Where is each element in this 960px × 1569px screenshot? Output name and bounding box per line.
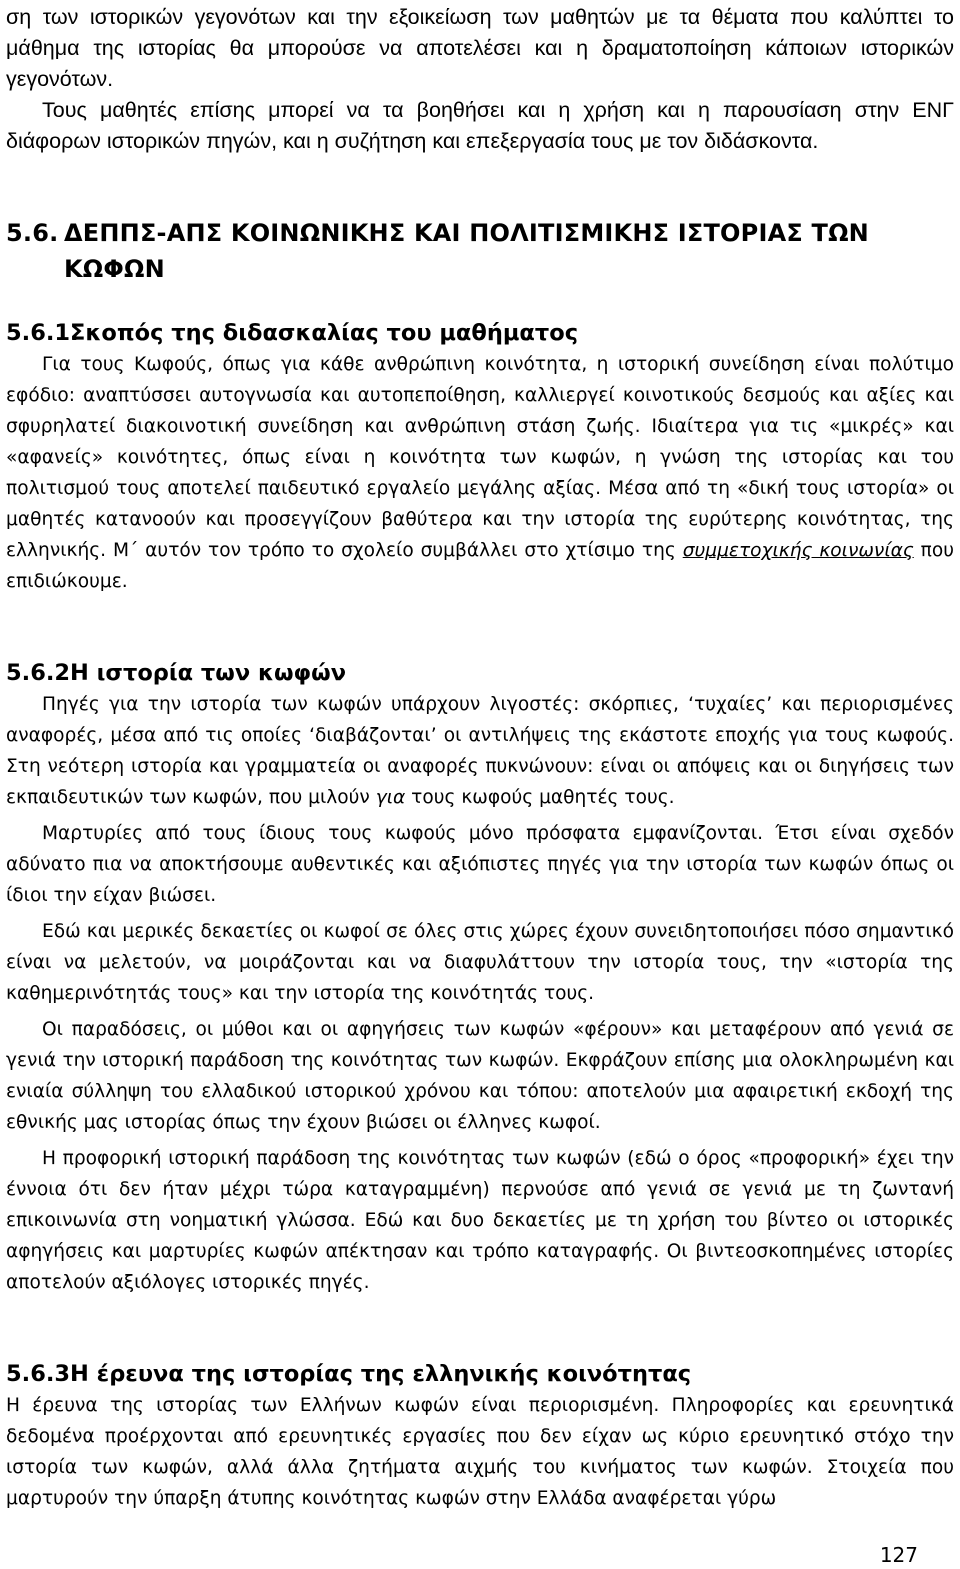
paragraph <box>6 349 954 597</box>
subsection-heading <box>6 657 954 689</box>
subsection-number: 5.6.2. <box>6 660 79 686</box>
section-number: 5.6. <box>6 219 59 247</box>
subsection-5-6-1 <box>6 317 954 597</box>
subsection-5-6-3 <box>6 1358 954 1514</box>
paragraph-text: Πηγές για την ιστορία των κωφών υπάρχουν λιγοστές: σκόρπιες, ‘τυχαίες’ και περιορισμένες αναφορές, μέσα από τις οποίες ‘διαβάζονται’ οι αντιλήψεις της εκάστοτε εποχής για τους κωφούς. Στη νεότερη ιστορία και γραμματεία οι αναφορές πυκνώνουν: είναι οι απόψεις και οι διηγήσεις των εκπαιδευτικών των κωφών, που μιλούν <box>6 694 954 808</box>
paragraph: Η έρευνα της ιστορίας των Ελλήνων κωφών είναι περιορισμένη. Πληροφορίες και ερευνητικά δεδομένα προέρχονται από ερευνητικές εργασίες που δεν είχαν ως κύριο ερευνητικό στόχο την ιστορία των κωφών, αλλά άλλα ζητήματα αιχμής του κινήματος των κωφών. Στοιχεία που μαρτυρούν την ύπαρξη άτυπης κοινότητας κωφών στην Ελλάδα αναφέρεται γύρω <box>6 1395 954 1509</box>
intro-paragraph-1: ση των ιστορικών γεγονότων και την εξοικείωση των μαθητών με τα θέματα που καλύπτει το μάθημα της ιστορίας θα μπορούσε να αποτελέσει και η δραματοποίηση κάποιων ιστορικών γεγονότων. <box>6 5 954 91</box>
paragraph <box>6 689 954 813</box>
subsection-title: Σκοπός της διδασκαλίας του μαθήματος <box>70 320 579 346</box>
subsection-number: 5.6.1. <box>6 320 79 346</box>
paragraph-text: τους κωφούς μαθητές τους. <box>405 787 675 808</box>
subsection-5-6-2 <box>6 657 954 1298</box>
section-heading <box>6 215 954 287</box>
subsection-heading <box>6 1358 954 1390</box>
document-page <box>6 0 954 1514</box>
paragraph: Εδώ και μερικές δεκαετίες οι κωφοί σε όλες στις χώρες έχουν συνειδητοποιήσει πόσο σημαντικό είναι να μελετούν, να μοιράζονται και να διαφυλάττουν την ιστορία τους, την «ιστορία της καθημερινότητάς τους» και την ιστορία της κοινότητάς τους. <box>6 921 954 1004</box>
paragraph: Μαρτυρίες από τους ίδιους τους κωφούς μόνο πρόσφατα εμφανίζονται. Έτσι είναι σχεδόν αδύνατο πια να αποκτήσουμε αυθεντικές και αξιόπιστες πηγές για την ιστορία των κωφών όπως οι ίδιοι την είχαν βιώσει. <box>6 823 954 906</box>
emphasis-text: για <box>375 787 406 808</box>
paragraph-text: Για τους Κωφούς, όπως για κάθε ανθρώπινη κοινότητα, η ιστορική συνείδηση είναι πολύτιμο εφόδιο: αναπτύσσει αυτογνωσία και αυτοπεποίθηση, καλλιεργεί κοινοτικούς δεσμούς και αξίες και σφυρηλατεί διακοινοτική συνείδηση και ανθρώπινη στάση ζωής. Ιδιαίτερα για τις «μικρές» και «αφανείς» κοινότητες, όπως είναι η κοινότητα των κωφών, η γνώση της ιστορίας και του πολιτισμού τους αποτελεί παιδευτικό εργαλείο μεγάλης αξίας. Μέσα από τη «δική τους ιστορία» οι μαθητές κατανοούν και προσεγγίζουν βαθύτερα και την ιστορία της ευρύτερης κοινότητας, της ελληνικής. Μ΄ αυτόν τον τρόπο το σχολείο συμβάλλει στο χτίσιμο της <box>6 354 954 561</box>
section-title: ΔΕΠΠΣ-ΑΠΣ ΚΟΙΝΩΝΙΚΗΣ ΚΑΙ ΠΟΛΙΤΙΣΜΙΚΗΣ ΙΣΤΟΡΙΑΣ ΤΩΝ ΚΩΦΩΝ <box>64 219 869 283</box>
emphasis-text: συμμετοχικής κοινωνίας <box>682 540 914 561</box>
subsection-number: 5.6.3. <box>6 1361 79 1387</box>
page-number: 127 <box>879 1543 918 1567</box>
intro-text <box>6 2 954 157</box>
paragraph: Η προφορική ιστορική παράδοση της κοινότητας των κωφών (εδώ ο όρος «προφορική» έχει την έννοια ότι δεν ήταν μέχρι τώρα καταγραμμένη) περνούσε από γενιά σε γενιά με τη ζωντανή επικοινωνία στη νοηματική γλώσσα. Εδώ και δυο δεκαετίες με τη χρήση του βίντεο οι ιστορικές αφηγήσεις και μαρτυρίες κωφών απέκτησαν και τρόπο καταγραφής. Οι βιντεοσκοπημένες ιστορίες αποτελούν αξιόλογες ιστορικές πηγές. <box>6 1148 954 1293</box>
paragraph-text: που επιδιώκουμε. <box>6 540 954 592</box>
subsection-heading <box>6 317 954 349</box>
intro-paragraph-2: Τους μαθητές επίσης μπορεί να τα βοηθήσει και η χρήση και η παρουσίαση στην ΕΝΓ διάφορων ιστορικών πηγών, και η συζήτηση και επεξεργασία τους με τον διδάσκοντα. <box>6 98 954 153</box>
paragraph: Οι παραδόσεις, οι μύθοι και οι αφηγήσεις των κωφών «φέρουν» και μεταφέρουν από γενιά σε γενιά την ιστορική παράδοση της κοινότητας των κωφών. Εκφράζουν επίσης μια ολοκληρωμένη και ενιαία σύλληψη του ελλαδικού ιστορικού χρόνου και τόπου: αποτελούν μια αφαιρετική εκδοχή της εθνικής μας ιστορίας όπως την έχουν βιώσει οι έλληνες κωφοί. <box>6 1019 954 1133</box>
subsection-title: Η έρευνα της ιστορίας της ελληνικής κοινότητας <box>70 1361 692 1387</box>
subsection-title: Η ιστορία των κωφών <box>70 660 347 686</box>
